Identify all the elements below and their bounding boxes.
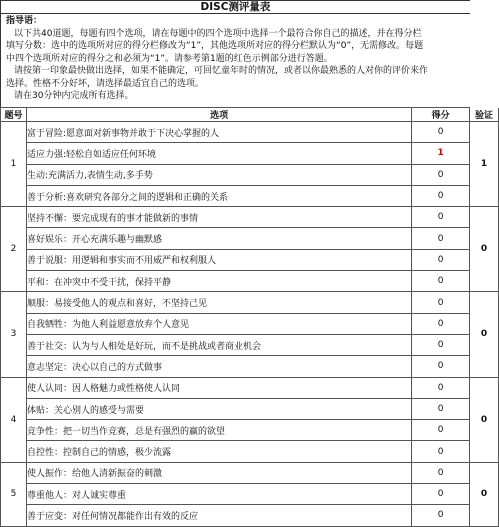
score-cell[interactable]: 0 bbox=[412, 292, 470, 313]
verify-value: 0 bbox=[470, 462, 499, 526]
option-text: 善于说服：用逻辑和事实而不用威严和权利服人 bbox=[26, 249, 411, 270]
instructions-line: 请按第一印象最快做出选择，如果不能确定，可回忆童年时的情况，或者以你最熟悉的人对你的评价来作 bbox=[14, 66, 429, 76]
verify-value: 1 bbox=[470, 122, 499, 207]
question-number: 4 bbox=[1, 377, 27, 462]
option-text: 坚持不懈：要完成现有的事才能做新的事情 bbox=[26, 207, 411, 228]
instructions-heading: 指导语： bbox=[6, 16, 43, 26]
option-text: 尊重他人：对人诚实尊重 bbox=[26, 484, 411, 505]
option-text: 自控性：控制自己的情感，极少流露 bbox=[26, 441, 411, 462]
table-row bbox=[1, 122, 499, 143]
option-text: 自我牺牲：为他人利益愿意放弃个人意见 bbox=[26, 313, 411, 334]
header-option: 选项 bbox=[26, 108, 411, 122]
table-row bbox=[1, 334, 499, 355]
table-row bbox=[1, 505, 499, 526]
instructions-line: 以下共40道题，每题有四个选项，请在每题中的四个选项中选择一个最符合你自己的描述，并在得分栏 bbox=[14, 28, 422, 39]
table-row bbox=[1, 441, 499, 462]
option-text: 体贴：关心别人的感受与需要 bbox=[26, 398, 411, 419]
sheet-title: DISC测评量表 bbox=[0, 0, 470, 14]
option-text: 适应力强:轻松自如适应任何环境 bbox=[26, 143, 411, 164]
score-cell[interactable]: 0 bbox=[412, 249, 470, 270]
instructions bbox=[0, 14, 470, 107]
score-cell[interactable]: 0 bbox=[412, 377, 470, 398]
score-cell[interactable]: 0 bbox=[412, 484, 470, 505]
option-text: 善于应变：对任何情况都能作出有效的反应 bbox=[26, 505, 411, 526]
table-row bbox=[1, 462, 499, 483]
score-cell[interactable]: 0 bbox=[412, 185, 470, 206]
score-cell[interactable]: 0 bbox=[412, 441, 470, 462]
score-cell[interactable]: 0 bbox=[412, 271, 470, 292]
verify-value: 0 bbox=[470, 377, 499, 462]
option-text: 竞争性：把一切当作竞赛，总是有强烈的赢的欲望 bbox=[26, 420, 411, 441]
option-text: 使人振作：给他人清新振奋的刺激 bbox=[26, 462, 411, 483]
header-row bbox=[1, 108, 499, 122]
option-text: 平和：在冲突中不受干扰，保持平静 bbox=[26, 271, 411, 292]
question-number: 2 bbox=[1, 207, 27, 292]
option-text: 顺服：易接受他人的观点和喜好，不坚持己见 bbox=[26, 292, 411, 313]
score-cell[interactable]: 0 bbox=[412, 462, 470, 483]
score-cell[interactable]: 0 bbox=[412, 420, 470, 441]
option-text: 生动:充满活力,表情生动,多手势 bbox=[26, 164, 411, 185]
instructions-line: 请在30分钟内完成所有选择。 bbox=[14, 91, 134, 101]
table-row bbox=[1, 398, 499, 419]
option-text: 使人认同：因人格魅力或性格使人认同 bbox=[26, 377, 411, 398]
header-verify: 验证 bbox=[470, 108, 499, 122]
score-cell[interactable]: 1 bbox=[412, 143, 470, 164]
question-number: 3 bbox=[1, 292, 27, 377]
score-cell[interactable]: 0 bbox=[412, 356, 470, 377]
table-row bbox=[1, 377, 499, 398]
verify-value: 0 bbox=[470, 207, 499, 292]
table-row bbox=[1, 484, 499, 505]
table-row bbox=[1, 228, 499, 249]
table-row bbox=[1, 185, 499, 206]
header-score: 得分 bbox=[412, 108, 470, 122]
option-text: 善于社交：认为与人相处是好玩，而不是挑战或者商业机会 bbox=[26, 334, 411, 355]
instructions-line: 选择。性格不分好坏，请选择最适宜自己的选项。 bbox=[6, 78, 205, 89]
table-row bbox=[1, 207, 499, 228]
option-text: 善于分析:喜欢研究各部分之间的逻辑和正确的关系 bbox=[26, 185, 411, 206]
score-cell[interactable]: 0 bbox=[412, 505, 470, 526]
question-number: 5 bbox=[1, 462, 27, 526]
instructions-line: 填写分数：选中的选项所对应的得分栏修改为“1”，其他选项所对应的得分栏默认为“0”，无需修改。每题 bbox=[6, 41, 424, 51]
score-cell[interactable]: 0 bbox=[412, 122, 470, 143]
score-cell[interactable]: 0 bbox=[412, 164, 470, 185]
table-row bbox=[1, 164, 499, 185]
score-cell[interactable]: 0 bbox=[412, 228, 470, 249]
table-row bbox=[1, 420, 499, 441]
instructions-line: 中四个选项所对应的得分之和必须为“1”。请参考第1题的红色示例部分进行答题。 bbox=[6, 53, 333, 64]
score-cell[interactable]: 0 bbox=[412, 334, 470, 355]
table-row bbox=[1, 249, 499, 270]
option-text: 意志坚定：决心以自己的方式做事 bbox=[26, 356, 411, 377]
table-row bbox=[1, 271, 499, 292]
question-table bbox=[0, 107, 499, 527]
option-text: 富于冒险:愿意面对新事物并敢于下决心掌握的人 bbox=[26, 122, 411, 143]
table-row bbox=[1, 313, 499, 334]
score-cell[interactable]: 0 bbox=[412, 207, 470, 228]
score-cell[interactable]: 0 bbox=[412, 313, 470, 334]
question-number: 1 bbox=[1, 122, 27, 207]
table-row bbox=[1, 292, 499, 313]
score-cell[interactable]: 0 bbox=[412, 398, 470, 419]
header-num: 题号 bbox=[1, 108, 27, 122]
option-text: 喜好娱乐：开心充满乐趣与幽默感 bbox=[26, 228, 411, 249]
table-row bbox=[1, 356, 499, 377]
verify-value: 0 bbox=[470, 292, 499, 377]
table-row bbox=[1, 143, 499, 164]
